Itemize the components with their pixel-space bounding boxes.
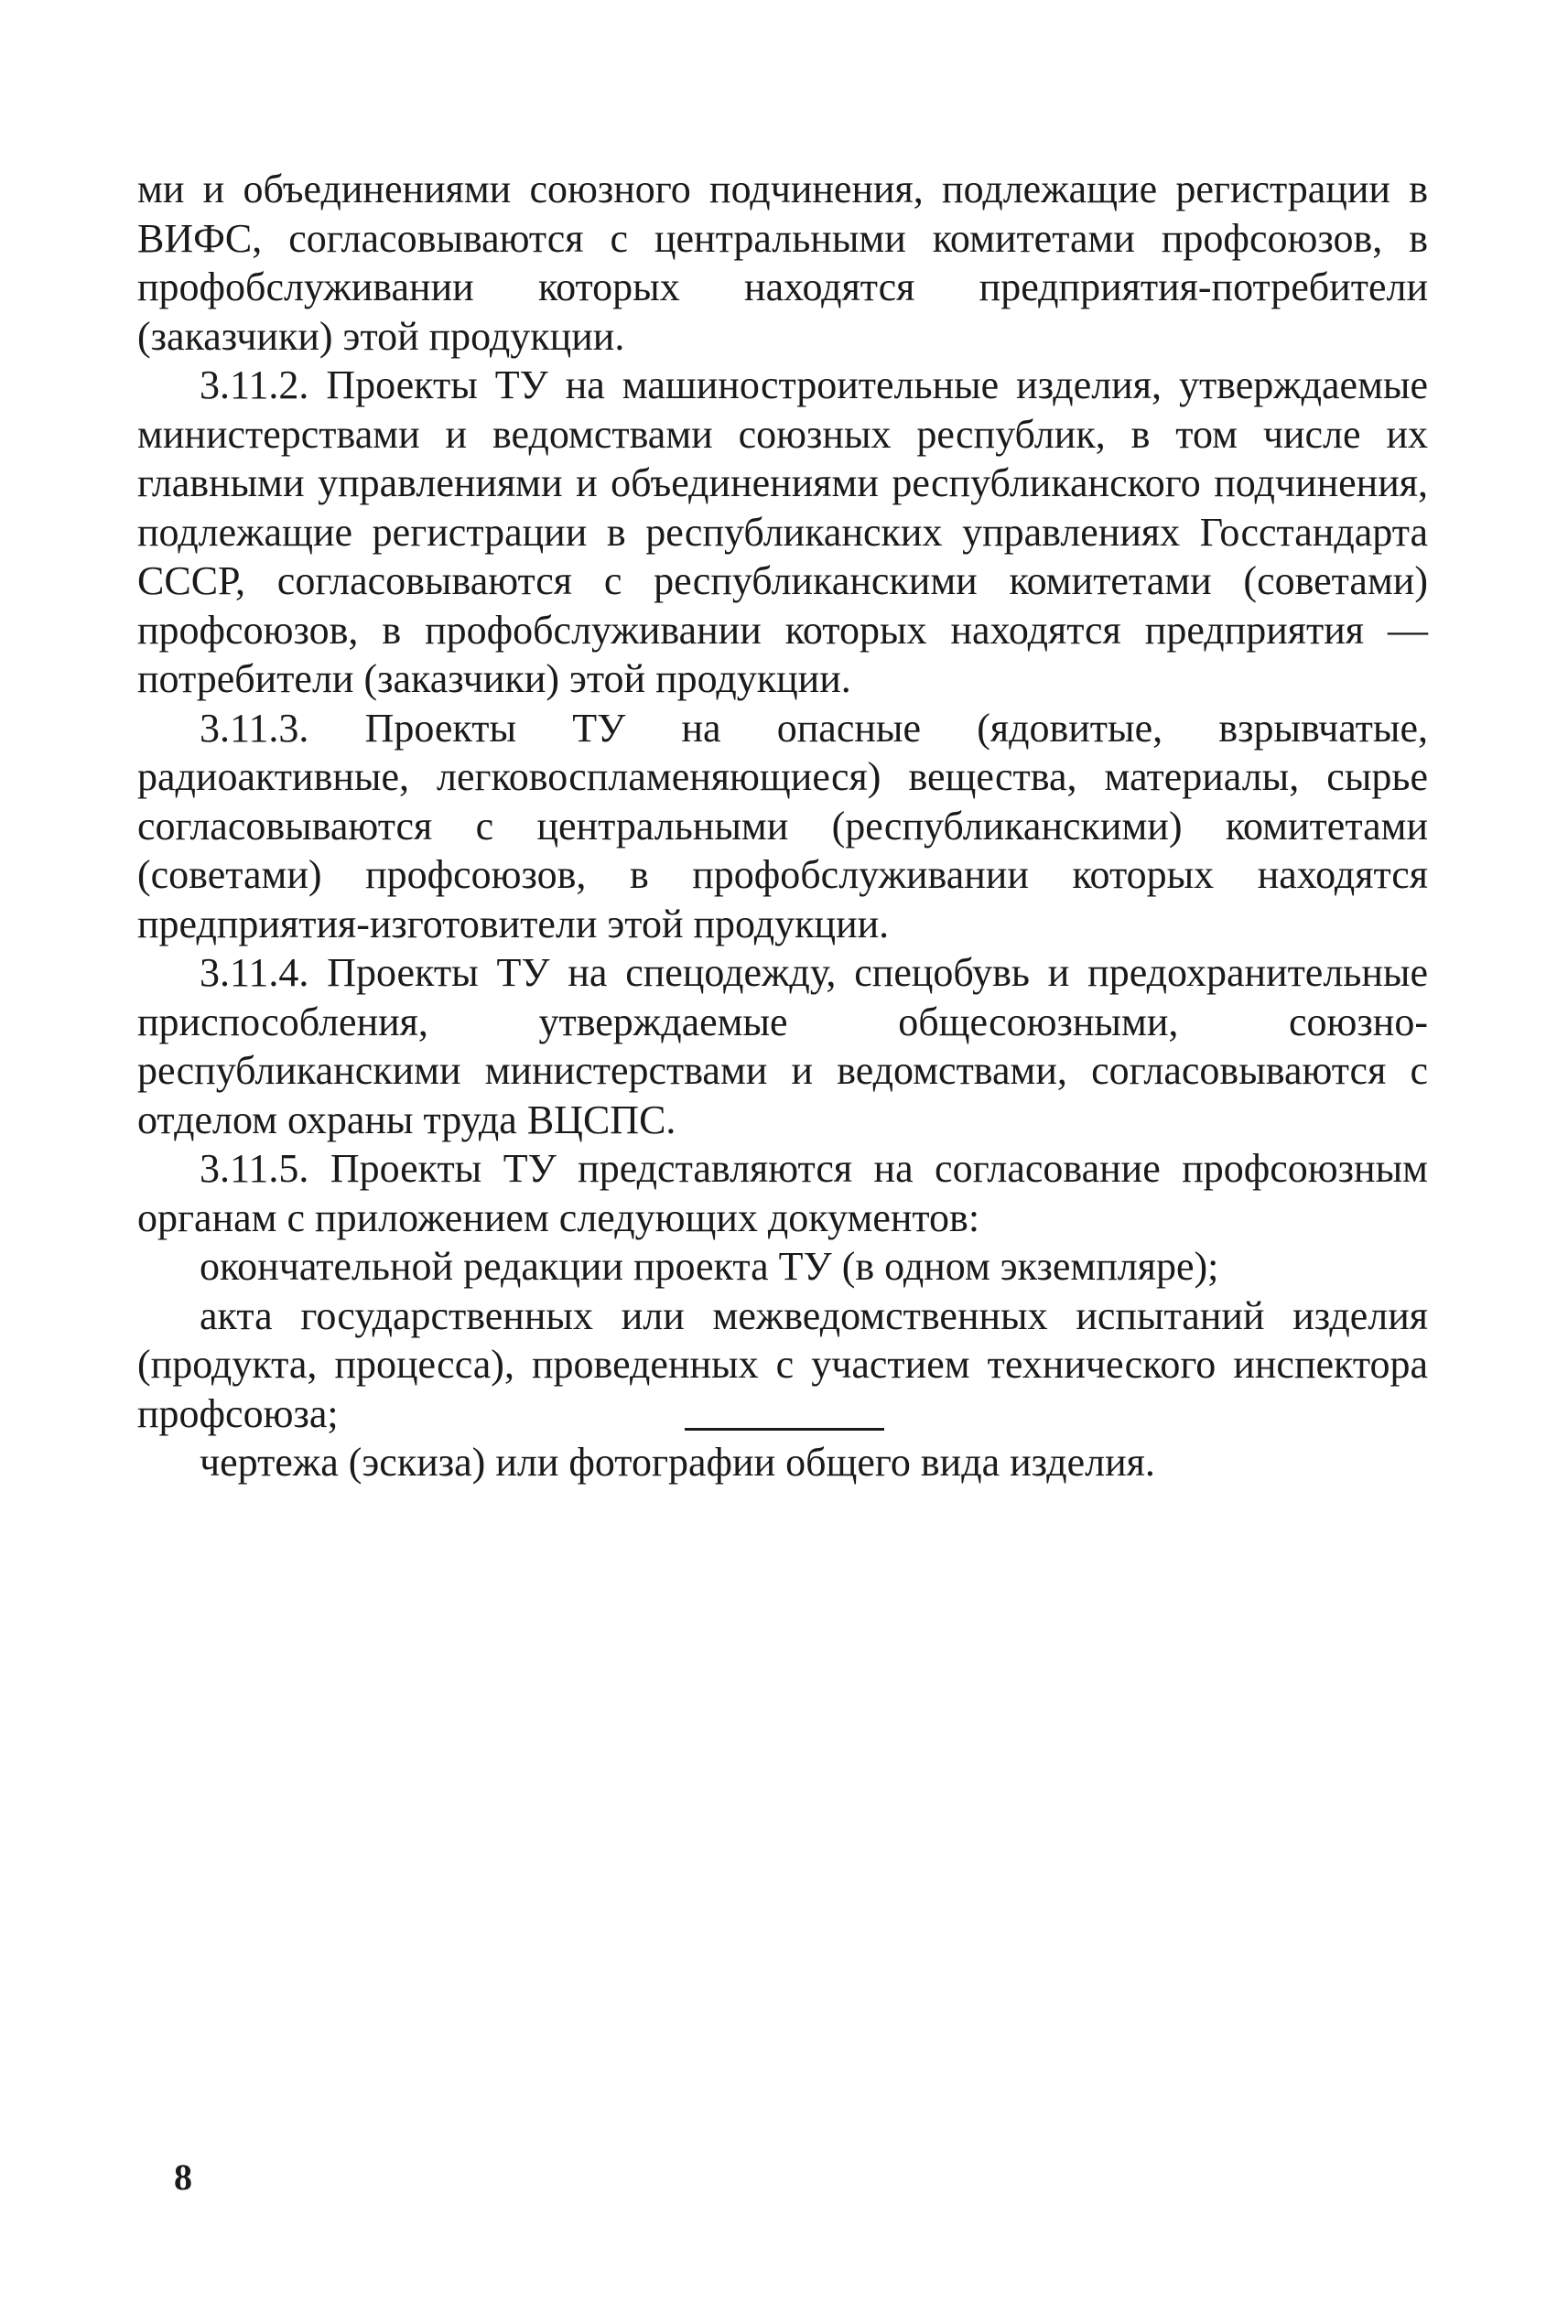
document-list-item-3: чертежа (эскиза) или фотографии общего вида изделия. [200,1440,1155,1485]
paragraph-3-11-3: 3.11.3. Проекты ТУ на опасные (ядовитые, взрывчатые, радиоактивные, легковоспламеняющиеся) вещества, материалы, сырье согласовываются с центральными (республиканскими) комитетами (советами) профсоюзов, в профобслуживании которых находятся предприятия-изготовители этой продукции. [137,705,1428,946]
document-list-item-1: окончательной редакции проекта ТУ (в одном экземпляре); [200,1244,1219,1289]
paragraph-3-11-2: 3.11.2. Проекты ТУ на машиностроительные изделия, утверждаемые министерствами и ведомствами союзных республик, в том числе их главными управлениями и объединениями республиканского подчинения, подлежащие регистрации в республиканских управлениях Госстандарта СССР, согласовываются с республиканскими комитетами (советами) профсоюзов, в профобслуживании которых находятся предприятия — потребители (заказчики) этой продукции. [137,362,1428,701]
paragraph-continuation: ми и объединениями союзного подчинения, подлежащие регистрации в ВИФС, согласовываются с центральными комитетами профсоюзов, в профобслуживании которых находятся предприятия-потребители (заказчики) этой продукции. [137,167,1428,359]
document-list-item-2: акта государственных или межведомственных испытаний изделия (продукта, процесса), проведенных с участием технического инспектора профсоюза; [137,1292,1428,1436]
page-number: 8 [174,2156,192,2198]
paragraph-3-11-5: 3.11.5. Проекты ТУ представляются на согласование профсоюзным органам с приложением следующих документов: [137,1146,1428,1240]
paragraph-3-11-4: 3.11.4. Проекты ТУ на спецодежду, спецобувь и предохранительные приспособления, утверждаемые общесоюзными, союзно-республиканскими министерствами и ведомствами, согласовываются с отделом охраны труда ВЦСПС. [137,950,1428,1142]
document-body [137,165,1428,1487]
section-divider-line [685,1428,884,1431]
